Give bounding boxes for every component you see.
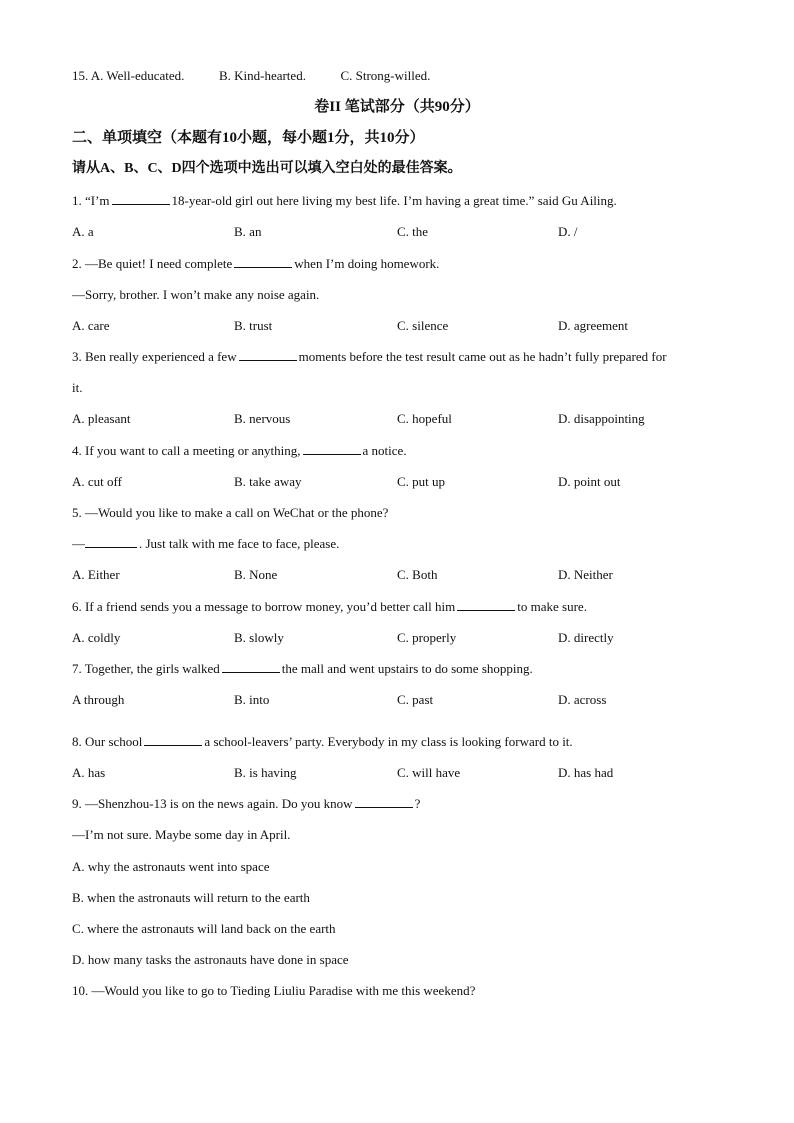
option-15b: B. Kind-hearted. [218,68,306,83]
option-a: A. has [72,765,106,780]
answer-blank [234,256,292,268]
option-c: C. where the astronauts will land back on the earth [72,921,336,936]
option-a: A. cut off [72,474,122,489]
option-d: D. directly [558,630,614,645]
question-5-reply: — . Just talk with me face to face, please. [72,536,340,551]
option-b: B. slowly [234,630,284,645]
option-d: D. / [558,224,578,239]
answer-blank [303,443,361,455]
option-c: C. properly [397,630,457,645]
option-d: D. point out [558,474,621,489]
option-a: A. why the astronauts went into space [72,859,270,874]
question-2-stem: 2. —Be quiet! I need complete when I’m doing homework. [72,256,440,271]
option-d: D. how many tasks the astronauts have done in space [72,952,349,967]
question-3-stem-cont: it. [72,380,83,395]
question-7-stem: 7. Together, the girls walked the mall and went upstairs to do some shopping. [72,661,533,676]
answer-blank [222,661,280,673]
answer-blank [144,734,202,746]
instruction: 请从A、B、C、D四个选项中选出可以填入空白处的最佳答案。 [72,161,462,176]
question-8-stem: 8. Our school a school-leavers’ party. Everybody in my class is looking forward to it. [72,734,573,749]
option-c: C. hopeful [397,411,452,426]
option-b: B. trust [234,318,273,333]
option-b: B. take away [234,474,302,489]
question-10-stem: 10. —Would you like to go to Tieding Liuliu Paradise with me this weekend? [72,983,476,998]
answer-blank [239,349,297,361]
option-b: B. None [234,567,278,582]
option-a: A. a [72,224,94,239]
option-b: B. is having [234,765,297,780]
option-c: C. silence [397,318,449,333]
question-2-reply: —Sorry, brother. I won’t make any noise again. [72,287,320,302]
question-4-stem: 4. If you want to call a meeting or anything, a notice. [72,443,407,458]
option-c: C. Both [397,567,438,582]
question-5-stem: 5. —Would you like to make a call on WeChat or the phone? [72,505,389,520]
section-title: 二、单项填空（本题有10小题，每小题1分，共10分） [72,130,425,146]
question-9-reply: —I’m not sure. Maybe some day in April. [72,827,291,842]
option-a: A. pleasant [72,411,131,426]
option-b: B. when the astronauts will return to the earth [72,890,310,905]
option-b: B. into [234,692,270,707]
option-b: B. an [234,224,262,239]
question-15-options [72,68,430,84]
option-c: C. put up [397,474,446,489]
option-15a: 15. A. Well-educated. [72,68,185,83]
option-d: D. Neither [558,567,613,582]
part-title: 卷II 笔试部分（共90分） [314,99,480,115]
option-d: D. agreement [558,318,629,333]
answer-blank [112,193,170,205]
option-d: D. disappointing [558,411,645,426]
option-a: A. Either [72,567,120,582]
question-9-stem: 9. —Shenzhou-13 is on the news again. Do you know ? [72,796,421,811]
answer-blank [85,536,137,548]
answer-blank [355,796,413,808]
question-6-stem: 6. If a friend sends you a message to borrow money, you’d better call him to make sure. [72,599,587,614]
option-c: C. past [397,692,434,707]
answer-blank [457,599,515,611]
option-d: D. has had [558,765,614,780]
option-a: A through [72,692,125,707]
option-a: A. care [72,318,110,333]
option-c: C. will have [397,765,461,780]
option-b: B. nervous [234,411,291,426]
option-15c: C. Strong-willed. [340,68,431,83]
option-c: C. the [397,224,429,239]
option-d: D. across [558,692,607,707]
question-1-stem: 1. “I’m 18-year-old girl out here living my best life. I’m having a great time.” said Gu Ailing. [72,193,617,208]
option-a: A. coldly [72,630,121,645]
question-3-stem: 3. Ben really experienced a few moments before the test result came out as he hadn’t fully prepared for [72,349,667,364]
